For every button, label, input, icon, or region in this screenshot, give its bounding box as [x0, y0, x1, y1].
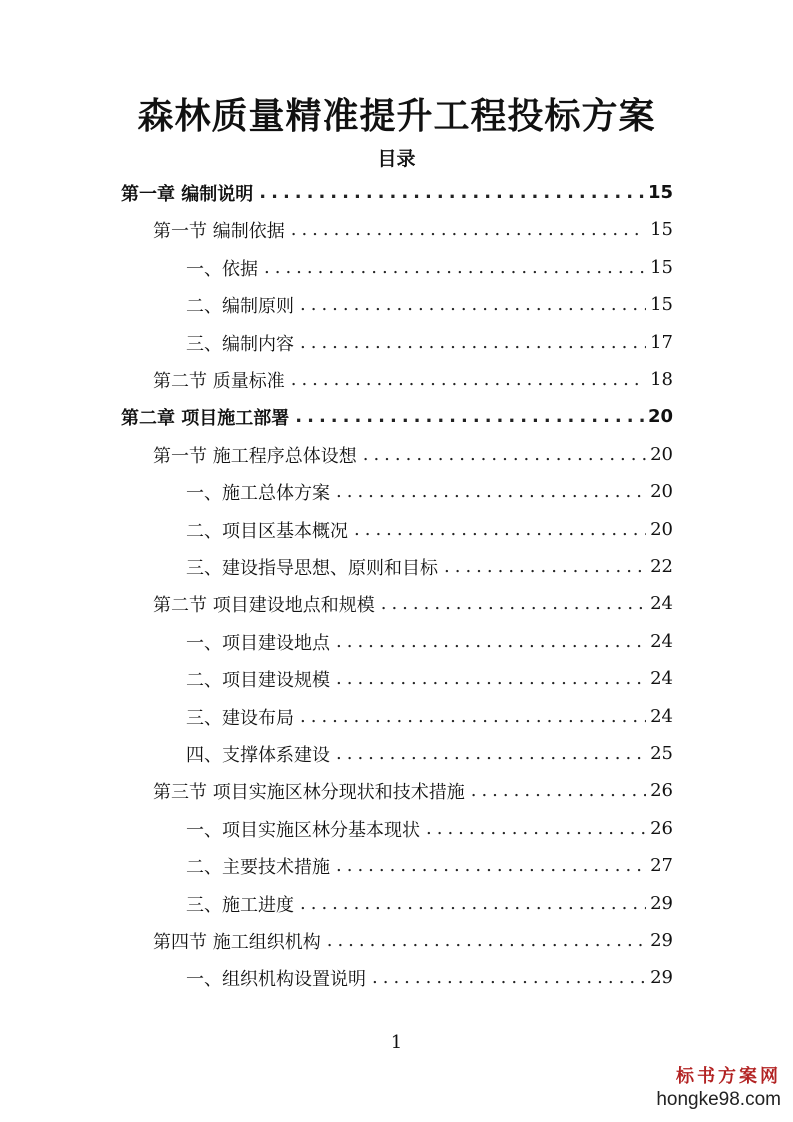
toc-entry-page: 25: [650, 743, 673, 764]
toc-entry[interactable]: [186, 698, 673, 735]
toc-entry-page: 15: [647, 182, 673, 203]
toc-entry-page: 24: [650, 631, 673, 652]
toc-leader-dots: [363, 443, 646, 467]
toc-entry[interactable]: [186, 959, 673, 996]
toc-leader-dots: [291, 368, 646, 392]
toc-entry-label: 第四节 施工组织机构: [153, 931, 321, 953]
watermark: [651, 1066, 781, 1112]
toc-entry-label: 二、项目建设规模: [186, 669, 330, 691]
toc-leader-dots: [426, 817, 646, 841]
toc-entry-label: 二、项目区基本概况: [186, 520, 348, 542]
toc-entry-label: 三、施工进度: [186, 894, 294, 916]
toc-leader-dots: [259, 181, 644, 205]
toc-entry-page: 20: [647, 406, 673, 427]
toc-leader-dots: [336, 480, 646, 504]
toc-entry[interactable]: [153, 211, 673, 248]
toc-entry-page: 18: [650, 369, 673, 390]
toc-entry[interactable]: [153, 436, 673, 473]
toc-entry[interactable]: [153, 772, 673, 809]
watermark-url: hongke98.com: [656, 1089, 781, 1110]
toc-leader-dots: [444, 555, 646, 579]
toc-leader-dots: [336, 630, 646, 654]
toc-entry[interactable]: [186, 735, 673, 772]
toc-leader-dots: [291, 218, 646, 242]
toc-entry[interactable]: [153, 361, 673, 398]
toc-entry-page: 24: [650, 706, 673, 727]
toc-entry-page: 15: [650, 257, 673, 278]
toc-entry[interactable]: [121, 174, 673, 211]
toc-entry[interactable]: [153, 585, 673, 622]
toc-entry-page: 20: [650, 444, 673, 465]
toc-leader-dots: [336, 667, 646, 691]
toc-leader-dots: [372, 966, 646, 990]
toc-entry[interactable]: [186, 548, 673, 585]
toc-leader-dots: [354, 518, 646, 542]
toc-entry-page: 24: [650, 668, 673, 689]
toc-entry-label: 二、编制原则: [186, 295, 294, 317]
toc-entry-page: 15: [650, 219, 673, 240]
toc-entry[interactable]: [153, 922, 673, 959]
toc-leader-dots: [295, 405, 644, 429]
toc-entry-label: 一、组织机构设置说明: [186, 968, 366, 990]
toc-entry-label: 一、施工总体方案: [186, 482, 330, 504]
toc-entry-label: 第三节 项目实施区林分现状和技术措施: [153, 781, 465, 803]
document-title: 森林质量精准提升工程投标方案: [137, 96, 656, 137]
toc-leader-dots: [327, 929, 646, 953]
toc-entry-label: 第二节 项目建设地点和规模: [153, 594, 375, 616]
toc-entry[interactable]: [186, 324, 673, 361]
toc-entry-page: 22: [650, 556, 673, 577]
toc-entry-label: 一、依据: [186, 258, 258, 280]
toc-entry[interactable]: [186, 810, 673, 847]
toc-entry-label: 四、支撑体系建设: [186, 744, 330, 766]
page-number: 1: [390, 1032, 403, 1053]
toc-entry[interactable]: [186, 286, 673, 323]
toc-entry-page: 24: [650, 593, 673, 614]
toc-entry-label: 三、建设指导思想、原则和目标: [186, 557, 438, 579]
toc-entry[interactable]: [186, 885, 673, 922]
toc-leader-dots: [381, 592, 646, 616]
toc-entry-page: 29: [650, 930, 673, 951]
toc-entry-page: 29: [650, 967, 673, 988]
toc-entry-page: 15: [650, 294, 673, 315]
toc-entry[interactable]: [186, 511, 673, 548]
toc-entry-label: 第一节 编制依据: [153, 220, 285, 242]
toc-entry-page: 26: [650, 780, 673, 801]
toc-entry-label: 第一节 施工程序总体设想: [153, 445, 357, 467]
toc-leader-dots: [336, 742, 646, 766]
toc-entry-label: 一、项目建设地点: [186, 632, 330, 654]
toc-entry-page: 20: [650, 519, 673, 540]
toc-entry-label: 三、建设布局: [186, 707, 294, 729]
toc-leader-dots: [471, 779, 646, 803]
toc-entry-label: 第一章 编制说明: [121, 183, 254, 205]
toc-entry-label: 三、编制内容: [186, 333, 294, 355]
toc-entry-page: 20: [650, 481, 673, 502]
toc-leader-dots: [300, 705, 646, 729]
toc-entry-label: 二、主要技术措施: [186, 856, 330, 878]
toc-leader-dots: [300, 892, 646, 916]
toc-entry-page: 17: [650, 332, 673, 353]
toc-entry[interactable]: [186, 249, 673, 286]
toc-entry-label: 一、项目实施区林分基本现状: [186, 819, 420, 841]
toc-entry-label: 第二章 项目施工部署: [121, 407, 290, 429]
toc-entry-page: 29: [650, 893, 673, 914]
toc-entry-page: 26: [650, 818, 673, 839]
toc-leader-dots: [300, 331, 646, 355]
toc-entry-page: 27: [650, 855, 673, 876]
toc-entry[interactable]: [186, 623, 673, 660]
toc-leader-dots: [336, 854, 646, 878]
toc-entry[interactable]: [186, 473, 673, 510]
toc-entry[interactable]: [121, 398, 673, 435]
toc-entry-label: 第二节 质量标准: [153, 370, 285, 392]
toc-entry[interactable]: [186, 660, 673, 697]
toc-leader-dots: [300, 293, 646, 317]
watermark-name: 标书方案网: [676, 1066, 781, 1087]
toc-entry[interactable]: [186, 847, 673, 884]
toc-heading: 目录: [377, 148, 416, 170]
toc-leader-dots: [264, 256, 646, 280]
